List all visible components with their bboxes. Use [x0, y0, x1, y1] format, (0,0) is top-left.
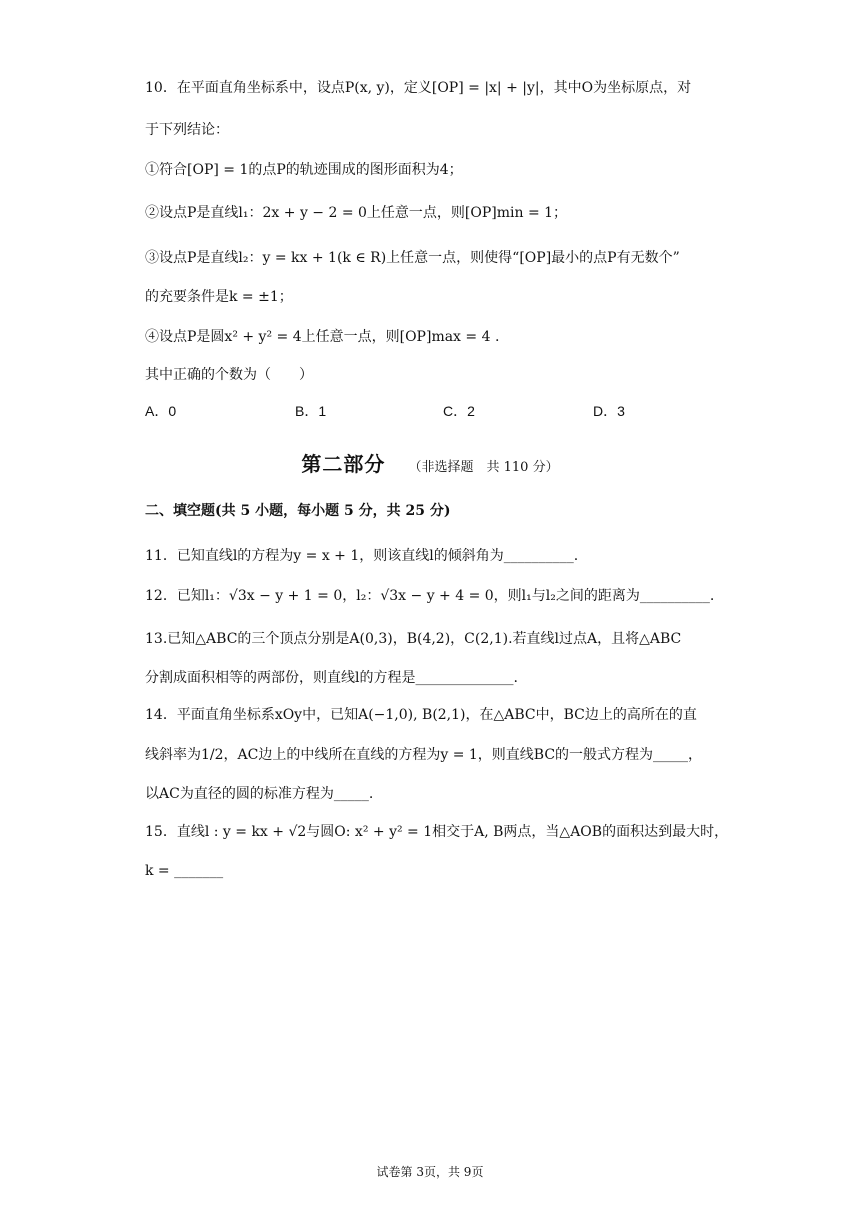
option-c: C．2 — [443, 403, 475, 419]
q10-line2: 于下列结论： — [145, 122, 229, 138]
q10-conclusion-3a: ③设点P是直线l₂：y = kx + 1(k ∈ R)上任意一点，则使得“[OP]最小的点P有无数个” — [145, 250, 680, 266]
option-b: B．1 — [295, 403, 327, 419]
q15-line1: 15．直线l : y = kx + √2与圆O: x² + y² = 1相交于A, B两点，当△AOB的面积达到最大时， — [145, 824, 729, 840]
q13-line1: 13.已知△ABC的三个顶点分别是A(0,3)，B(4,2)，C(2,1).若直线l过点A，且将△ABC — [145, 631, 682, 647]
q14-line1: 14．平面直角坐标系xOy中，已知A(−1,0), B(2,1)，在△ABC中，BC边上的高所在的直 — [145, 707, 697, 723]
option-d: D．3 — [593, 403, 625, 419]
q14-line2: 线斜率为1/2，AC边上的中线所在直线的方程为y = 1，则直线BC的一般式方程为_____， — [145, 747, 703, 763]
q12: 12．已知l₁：√3x − y + 1 = 0，l₂：√3x − y + 4 = 0，则l₁与l₂之间的距离为__________. — [145, 588, 715, 604]
q10-stem: 其中正确的个数为（ ） — [145, 367, 313, 383]
q11: 11．已知直线l的方程为y = x + 1，则该直线l的倾斜角为__________. — [145, 548, 579, 564]
q10-conclusion-3b: 的充要条件是k = ±1； — [145, 289, 293, 305]
q15-line2: k = _______ — [145, 863, 224, 879]
option-a: A．0 — [145, 403, 177, 419]
q13-line2: 分割成面积相等的两部份，则直线l的方程是______________. — [145, 670, 518, 686]
q14-line3: 以AC为直径的圆的标准方程为_____. — [145, 786, 374, 802]
q10-conclusion-2: ②设点P是直线l₁：2x + y − 2 = 0上任意一点，则[OP]min = 1； — [145, 205, 568, 221]
part2-heading — [0, 448, 860, 477]
part2-title: 第二部分 — [301, 452, 386, 476]
fill-blank-header: 二、填空题(共 5 小题，每小题 5 分，共 25 分) — [145, 503, 451, 519]
page-footer: 试卷第 3页，共 9页 — [376, 1165, 484, 1179]
q10-line1: 10．在平面直角坐标系中，设点P(x, y)，定义[OP] = |x| + |y|，其中O为坐标原点，对 — [145, 80, 692, 96]
q10-conclusion-4: ④设点P是圆x² + y² = 4上任意一点，则[OP]max = 4 . — [145, 329, 500, 345]
part2-subtitle: （非选择题 共 110 分） — [408, 460, 559, 475]
q10-conclusion-1: ①符合[OP] = 1的点P的轨迹围成的图形面积为4； — [145, 162, 463, 178]
